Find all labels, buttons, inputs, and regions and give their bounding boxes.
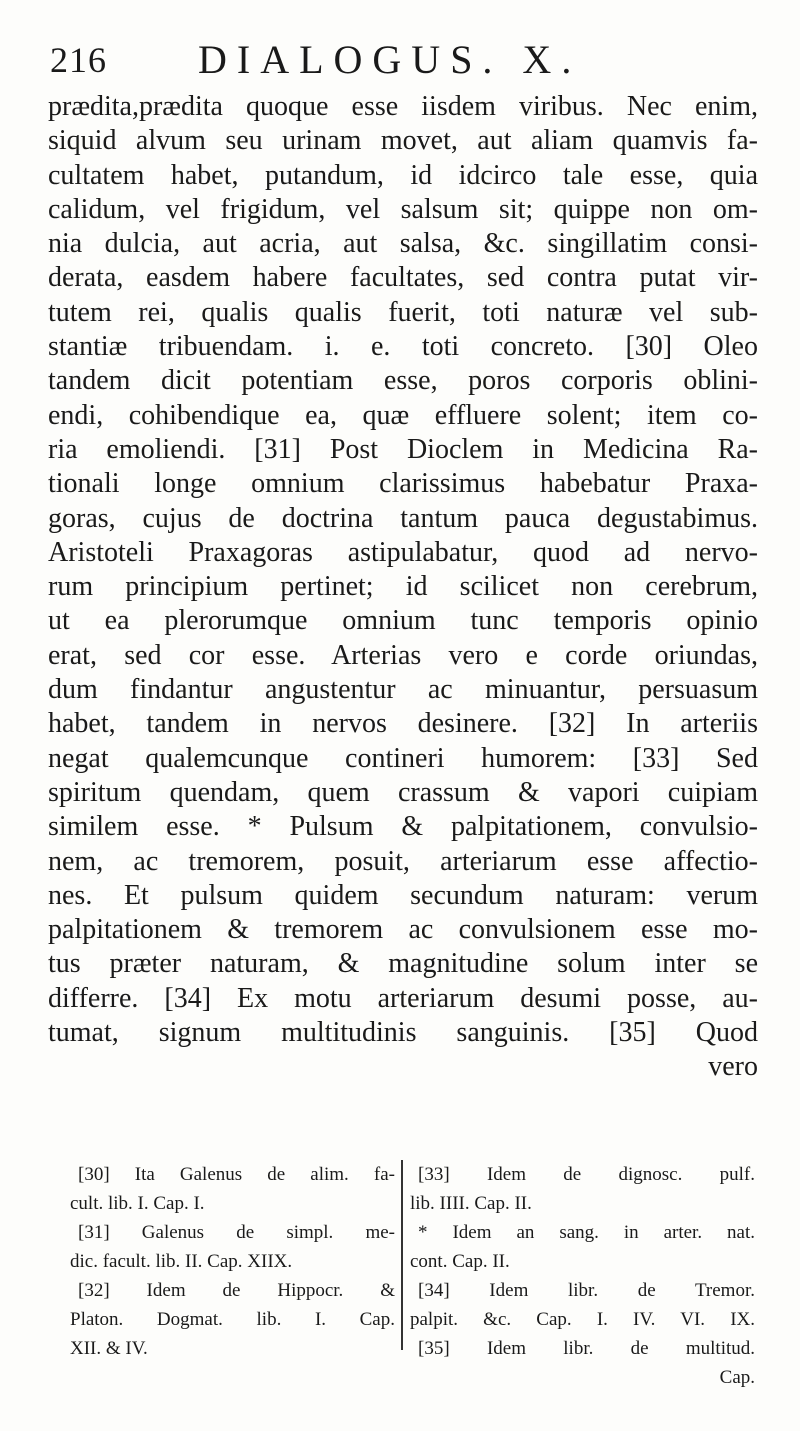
footnote-line: [32] Idem de Hippocr. &: [78, 1280, 395, 1301]
footnote-line: dic. facult. lib. II. Cap. XIIX.: [70, 1251, 293, 1272]
text-line: rum principium pertinet; id scilicet non cerebrum,: [48, 571, 758, 603]
main-text: [48, 90, 758, 1085]
footnotes-right-column: [410, 1160, 755, 1392]
text-line: Aristoteli Praxagoras astipulabatur, quod ad nervo-: [48, 536, 758, 568]
text-line: nia dulcia, aut acria, aut salsa, &c. singillatim consi-: [48, 228, 758, 260]
text-line: habet, tandem in nervos desinere. [32] In arteriis: [48, 708, 758, 740]
footnote-line: [31] Galenus de simpl. me-: [78, 1222, 395, 1243]
footnotes-left-column: [70, 1160, 395, 1363]
footnote-line: * Idem an sang. in arter. nat.: [418, 1222, 755, 1243]
footnote-line: XII. & IV.: [70, 1338, 148, 1359]
page-header: [50, 30, 750, 90]
footnote-catchword: Cap.: [719, 1367, 755, 1388]
footnote-line: lib. IIII. Cap. II.: [410, 1193, 532, 1214]
text-line: siquid alvum seu urinam movet, aut aliam quamvis fa-: [48, 125, 758, 157]
text-line: calidum, vel frigidum, vel salsum sit; quippe non om-: [48, 193, 758, 225]
footnote-line: cont. Cap. II.: [410, 1251, 510, 1272]
text-line: tionali longe omnium clarissimus habebatur Praxa-: [48, 468, 758, 500]
text-line: tandem dicit potentiam esse, poros corporis oblini-: [48, 365, 758, 397]
footnote-line: cult. lib. I. Cap. I.: [70, 1193, 205, 1214]
text-line: dum findantur angustentur ac minuantur, persuasum: [48, 674, 758, 706]
catchword: vero: [708, 1051, 758, 1083]
text-line: palpitationem & tremorem ac convulsionem esse mo-: [48, 914, 758, 946]
text-line: ria emoliendi. [31] Post Dioclem in Medicina Ra-: [48, 433, 758, 465]
text-line: stantiæ tribuendam. i. e. toti concreto. [30] Oleo: [48, 331, 758, 363]
text-line: prædita,prædita quoque esse iisdem viribus. Nec enim,: [48, 91, 758, 122]
running-head: DIALOGUS. X.: [198, 37, 582, 82]
footnote-line: palpit. &c. Cap. I. IV. VI. IX.: [410, 1309, 755, 1330]
column-divider: [401, 1160, 403, 1350]
footnotes: [70, 1160, 760, 1390]
text-line: ut ea plerorumque omnium tunc temporis opinio: [48, 605, 758, 637]
footnote-line: [33] Idem de dignosc. pulf.: [418, 1164, 755, 1185]
text-line: cultatem habet, putandum, id idcirco tale esse, quia: [48, 159, 758, 191]
text-line: nem, ac tremorem, posuit, arteriarum esse affectio-: [48, 845, 758, 877]
text-line: negat qualemcunque contineri humorem: [33] Sed: [48, 742, 758, 774]
footnote-line: [30] Ita Galenus de alim. fa-: [78, 1164, 395, 1185]
footnote-line: Platon. Dogmat. lib. I. Cap.: [70, 1309, 395, 1330]
footnote-line: [35] Idem libr. de multitud.: [418, 1338, 755, 1359]
text-line: nes. Et pulsum quidem secundum naturam: verum: [48, 879, 758, 911]
text-line: similem esse. * Pulsum & palpitationem, convulsio-: [48, 811, 758, 843]
text-line: tutem rei, qualis qualis fuerit, toti naturæ vel sub-: [48, 296, 758, 328]
text-line: erat, sed cor esse. Arterias vero e corde oriundas,: [48, 639, 758, 671]
text-line: differre. [34] Ex motu arteriarum desumi posse, au-: [48, 982, 758, 1014]
text-line: tus præter naturam, & magnitudine solum inter se: [48, 948, 758, 980]
footnote-line: [34] Idem libr. de Tremor.: [418, 1280, 755, 1301]
text-line: derata, easdem habere facultates, sed contra putat vir-: [48, 262, 758, 294]
text-line: goras, cujus de doctrina tantum pauca degustabimus.: [48, 502, 758, 534]
text-line: endi, cohibendique ea, quæ effluere solent; item co-: [48, 399, 758, 431]
text-line: spiritum quendam, quem crassum & vapori cuipiam: [48, 776, 758, 808]
text-line: tumat, signum multitudinis sanguinis. [35] Quod: [48, 1017, 758, 1049]
page-number: 216: [50, 40, 107, 80]
